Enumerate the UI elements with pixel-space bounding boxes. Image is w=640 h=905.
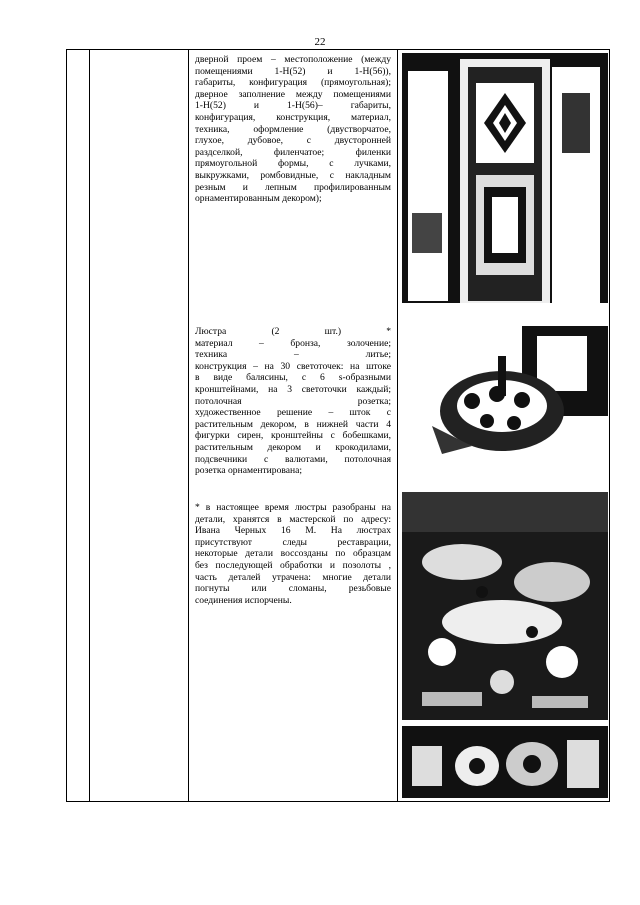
chandelier-parts-photo	[402, 492, 608, 720]
chandelier-description: Люстра (2 шт.) * материал – бронза, золочение; техника – литье; конструкция – на 30 светоточек: на штоке в виде балясины, с 6 s-образными кронштейнами, на 3 светоточки каждый; потолочная розетка; художественное решение – шток с растительным декором, в нижней части 4 фигурки сирен, кронштейны с бобешками, растительным декором и крокодилами, подсвечники с валютами, потолочная розетка орнаментирована;	[195, 326, 391, 477]
restoration-note: * в настоящее время люстры разобраны на детали, хранятся в мастерской по адресу: Ивана Черных 16 М. На люстрах присутствуют следы реставрации, некоторые детали воссозданы по образцам без последующей обработки и позолоты , часть деталей утрачена: многие детали погнуты или сломаны, резьбовые соединения испорчены.	[195, 502, 391, 606]
door-description: дверной проем – местоположение (между помещениями 1-Н(52) и 1-Н(56)), габариты, конфигурация (прямоугольная); дверное заполнение между помещениями 1-Н(52) и 1-Н(56)– габариты, конфигурация, конструкция, материал, техника, оформление (двустворчатое, глухое, дубовое, с двусторонней раздселкой, филенчатое; филенки прямоугольной формы, с лучками, выкружками, ромбовидные, с накладным резным и лепным профилированным орнаментированным декором);	[195, 54, 391, 205]
door-photo	[402, 53, 608, 319]
page-number: 22	[314, 36, 326, 48]
document-table	[66, 49, 610, 802]
column-divider	[397, 50, 398, 801]
chandelier-photo	[402, 326, 608, 486]
parts-detail-photo	[402, 726, 608, 798]
column-divider	[89, 50, 90, 801]
column-divider	[188, 50, 189, 801]
